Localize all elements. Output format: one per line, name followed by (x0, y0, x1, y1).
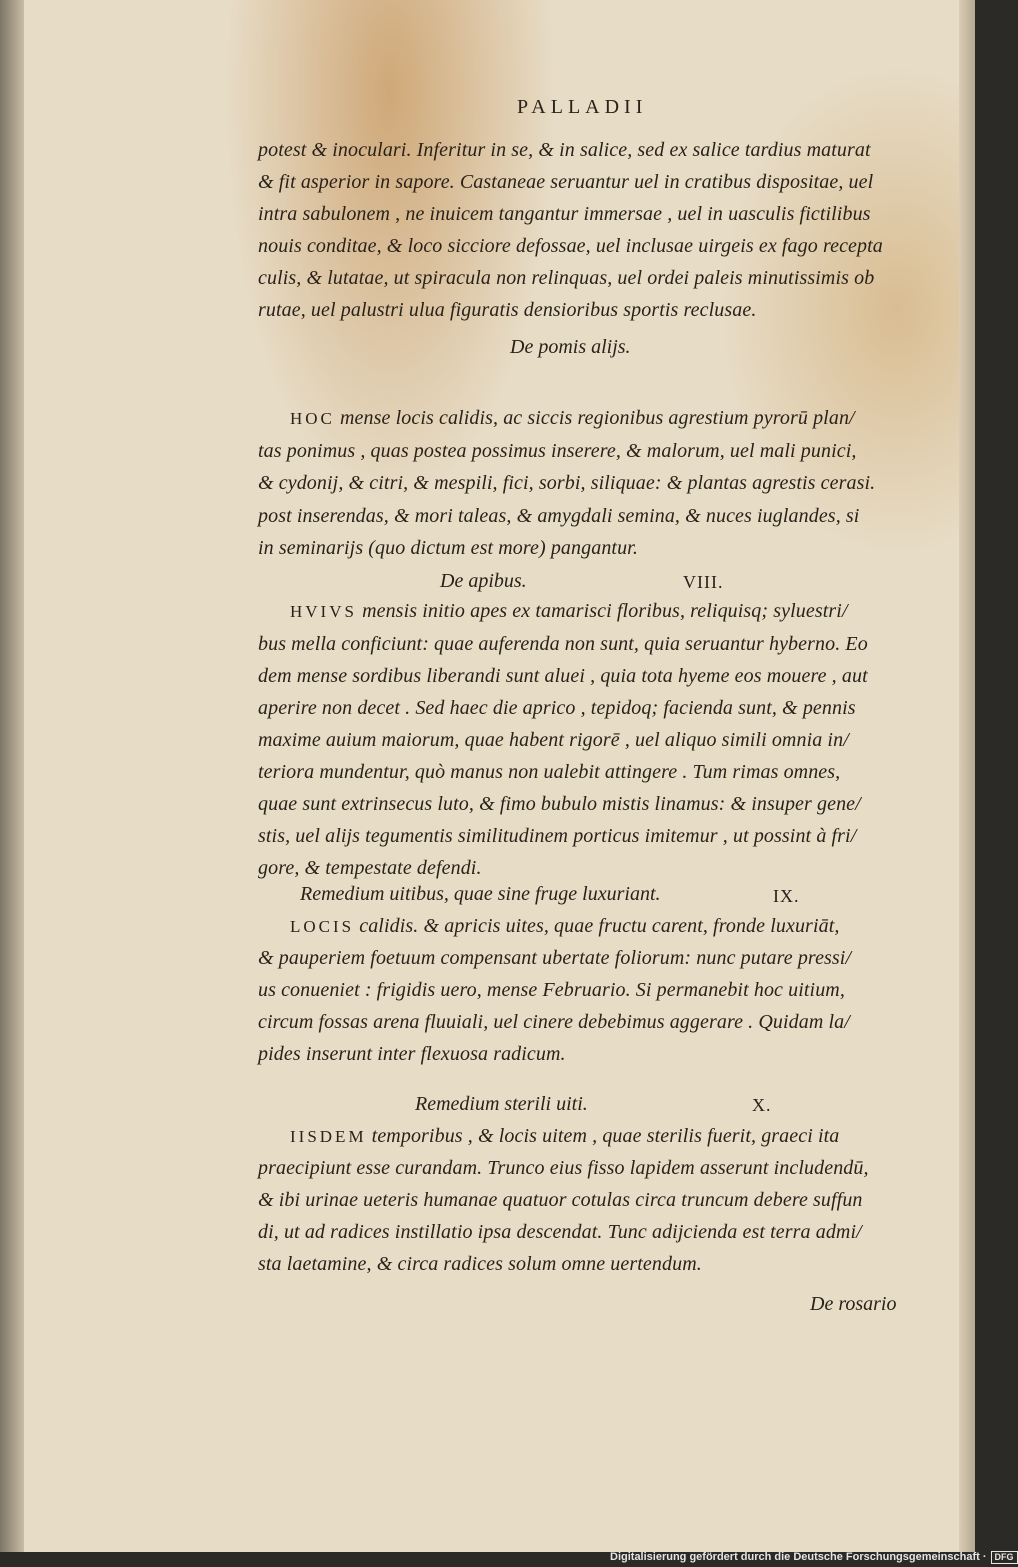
text-line: nouis conditae, & loco sicciore defossae, uel inclusae uirgeis ex fago recepta (258, 235, 883, 257)
section-numeral: VIII. (683, 572, 724, 592)
text-line: dem mense sordibus liberandi sunt aluei , quia tota hyeme eos mouere , aut (258, 665, 868, 687)
text-line: potest & inoculari. Inferitur in se, & in salice, sed ex salice tardius maturat (258, 139, 871, 161)
text-line: quae sunt extrinsecus luto, & fimo bubulo mistis linamus: & insuper gene/ (258, 793, 861, 815)
section-numeral: IX. (773, 886, 800, 906)
text-line: & ibi urinae ueteris humanae quatuor cotulas circa truncum debere suffun (258, 1189, 863, 1211)
lead-word: HVIVS (290, 602, 357, 621)
text-line: maxime auium maiorum, quae habent rigorē , uel aliquo simili omnia in/ (258, 729, 849, 751)
text-line: di, ut ad radices instillatio ipsa descendat. Tunc adijcienda est terra admi/ (258, 1221, 862, 1243)
text-line: culis, & lutatae, ut spiracula non relinquas, uel ordei paleis minutissimis ob (258, 267, 875, 289)
section-heading: Remedium sterili uiti. (415, 1093, 588, 1115)
text-line: stis, uel alijs tegumentis similitudinem porticus imitemur , ut possint à fri/ (258, 825, 857, 847)
text-line: pides inserunt inter flexuosa radicum. (258, 1043, 566, 1065)
section-heading: Remedium uitibus, quae sine fruge luxuriant. (300, 883, 661, 905)
section-heading: De apibus. (440, 570, 527, 592)
section-numeral: X. (752, 1095, 772, 1115)
footer-text: Digitalisierung gefördert durch die Deutsche Forschungsgemeinschaft · (610, 1551, 987, 1563)
lead-word: IISDEM (290, 1127, 367, 1146)
text-run: mense locis calidis, ac siccis regionibus agrestium pyrorū plan/ (340, 407, 855, 429)
text-line (290, 407, 855, 430)
text-line: intra sabulonem , ne inuicem tangantur immersae , uel in uasculis fictilibus (258, 203, 871, 225)
text-line: & pauperiem foetuum compensant ubertate foliorum: nunc putare pressi/ (258, 947, 852, 969)
text-line: tas ponimus , quas postea possimus inserere, & malorum, uel mali punici, (258, 440, 857, 462)
running-head: PALLADII (517, 96, 648, 118)
catchword: De rosario (810, 1293, 897, 1315)
page-edge (959, 0, 975, 1552)
text-run: mensis initio apes ex tamarisci floribus, reliquisq; syluestri/ (362, 600, 848, 622)
text-line: teriora mundentur, quò manus non ualebit attingere . Tum rimas omnes, (258, 761, 841, 783)
text-line: & cydonij, & citri, & mespili, fici, sorbi, siliquae: & plantas agrestis cerasi. (258, 472, 876, 494)
text-line: bus mella conficiunt: quae auferenda non sunt, quia seruantur hyberno. Eo (258, 633, 868, 655)
text-line: & fit asperior in sapore. Castaneae seruantur uel in cratibus dispositae, uel (258, 171, 874, 193)
text-line (290, 600, 848, 623)
text-line (290, 1125, 839, 1148)
section-heading: De pomis alijs. (510, 336, 631, 358)
text-line: aperire non decet . Sed haec die aprico , tepidoq; facienda sunt, & pennis (258, 697, 856, 719)
text-line: sta laetamine, & circa radices solum omne uertendum. (258, 1253, 702, 1275)
text-line: post inserendas, & mori taleas, & amygdali semina, & nuces iuglandes, si (258, 505, 860, 527)
text-run: calidis. & apricis uites, quae fructu carent, fronde luxuriāt, (359, 915, 840, 937)
dfg-logo: DFG (991, 1551, 1018, 1564)
page-gutter (0, 0, 24, 1552)
text-run: temporibus , & locis uitem , quae sterilis fuerit, graeci ita (371, 1125, 840, 1147)
text-line: gore, & tempestate defendi. (258, 857, 482, 879)
text-line: circum fossas arena fluuiali, uel cinere debebimus aggerare . Quidam la/ (258, 1011, 850, 1033)
text-line: rutae, uel palustri ulua figuratis densioribus sportis reclusae. (258, 299, 757, 321)
lead-word: HOC (290, 409, 335, 428)
text-line (290, 915, 839, 938)
text-line: in seminarijs (quo dictum est more) pangantur. (258, 537, 638, 559)
footer-credit (610, 1551, 1018, 1564)
text-line: us conueniet : frigidis uero, mense Februario. Si permanebit hoc uitium, (258, 979, 845, 1001)
text-line: praecipiunt esse curandam. Trunco eius fisso lapidem asserunt includendū, (258, 1157, 869, 1179)
lead-word: LOCIS (290, 917, 355, 936)
